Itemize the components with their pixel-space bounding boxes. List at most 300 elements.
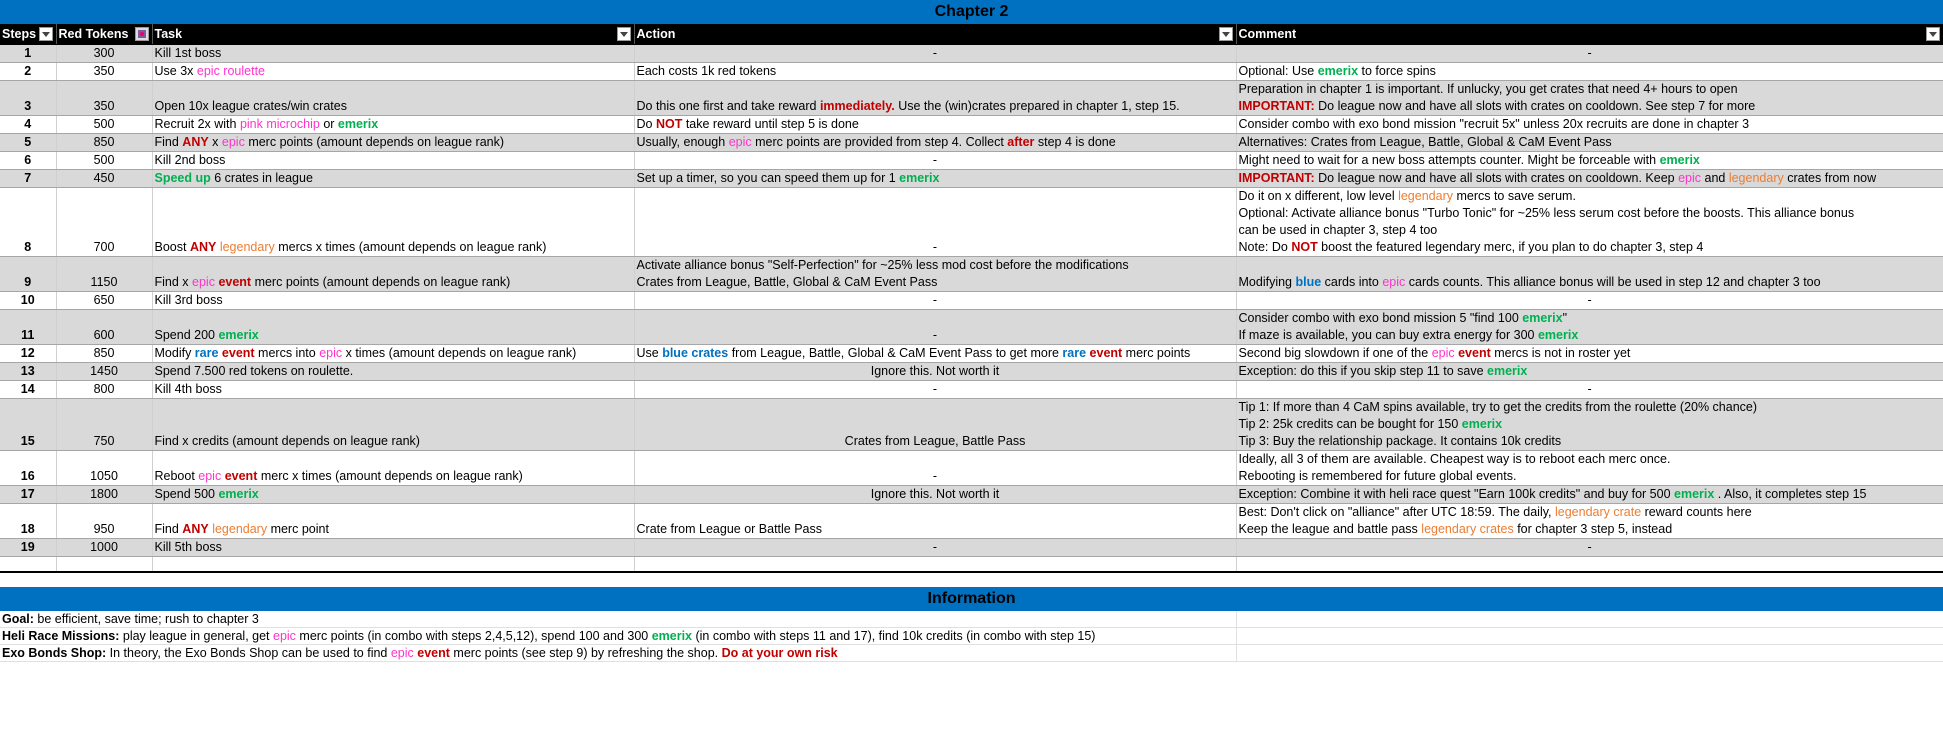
- text-run: -: [932, 382, 938, 396]
- tokens-cell[interactable]: 350: [56, 63, 152, 81]
- comment-cell[interactable]: [1236, 539, 1943, 557]
- step-cell[interactable]: 5: [0, 134, 56, 152]
- text-run: cards into: [1321, 275, 1383, 289]
- tokens-cell[interactable]: 600: [56, 310, 152, 345]
- table-row: [0, 451, 1943, 486]
- text-run: x times (amount depends on league rank): [342, 346, 577, 360]
- highlight-text: IMPORTANT:: [1238, 99, 1315, 113]
- task-cell[interactable]: [152, 170, 634, 188]
- text-run: Do league now and have all slots with crates on cooldown. See step 7 for more: [1314, 99, 1756, 113]
- action-cell[interactable]: [634, 363, 1236, 381]
- text-run: from League, Battle, Global & CaM Event Pass to get more: [728, 346, 1063, 360]
- text-run: Find x: [154, 275, 193, 289]
- action-cell[interactable]: [634, 188, 1236, 257]
- step-cell[interactable]: 16: [0, 451, 56, 486]
- text-run: boost the featured legendary merc, if you plan to do chapter 3, step 4: [1317, 240, 1704, 254]
- highlight-text: epic: [192, 275, 215, 289]
- text-run: mercs to save serum.: [1452, 189, 1576, 203]
- table-row: [0, 170, 1943, 188]
- text-run: Recruit 2x with: [154, 117, 240, 131]
- action-cell[interactable]: [634, 399, 1236, 451]
- text-run: mercs is not in roster yet: [1490, 346, 1631, 360]
- highlight-text: ANY: [182, 135, 209, 149]
- task-cell[interactable]: [152, 292, 634, 310]
- comment-cell[interactable]: [1236, 345, 1943, 363]
- tokens-cell[interactable]: 850: [56, 345, 152, 363]
- chapter-title: Chapter 2: [0, 0, 1943, 24]
- text-run: Do this one first and take reward: [636, 99, 820, 113]
- text-run: be efficient, save time; rush to chapter 3: [33, 612, 259, 626]
- highlight-text: emerix: [1487, 364, 1528, 378]
- image-filter-icon[interactable]: [135, 27, 149, 41]
- comment-line: [1239, 504, 1941, 521]
- highlight-text: emerix: [1674, 487, 1715, 501]
- highlight-text: Heli Race Missions:: [2, 629, 120, 643]
- action-cell[interactable]: [634, 504, 1236, 539]
- text-run: Optional: Use: [1238, 64, 1318, 78]
- task-cell[interactable]: [152, 152, 634, 170]
- text-run: Tip 2: 25k credits can be bought for 150: [1238, 417, 1462, 431]
- filter-dropdown-icon[interactable]: [39, 27, 53, 41]
- action-cell[interactable]: [634, 486, 1236, 504]
- text-run: merc points (in combo with steps 2,4,5,12), spend 100 and 300: [295, 629, 652, 643]
- info-row: [0, 645, 1943, 662]
- table-row: [0, 152, 1943, 170]
- task-cell[interactable]: [152, 310, 634, 345]
- task-cell[interactable]: [152, 63, 634, 81]
- text-run: Second big slowdown if one of the: [1238, 346, 1432, 360]
- text-run: Use the (win)crates prepared in chapter 1, step 15.: [894, 99, 1180, 113]
- comment-line: [1239, 399, 1941, 416]
- comment-line: [1239, 274, 1941, 291]
- comment-line: [1239, 363, 1941, 380]
- text-run: mercs into: [254, 346, 320, 360]
- comment-cell[interactable]: [1236, 134, 1943, 152]
- text-run: to force spins: [1358, 64, 1436, 78]
- text-run: Might need to wait for a new boss attempts counter. Might be forceable with: [1238, 153, 1660, 167]
- header-red-tokens[interactable]: Red Tokens: [56, 24, 152, 45]
- text-run: Optional: Activate alliance bonus "Turbo Tonic" for ~25% less serum cost before the boosts. This alliance bonus: [1238, 206, 1855, 220]
- action-line: [637, 45, 1234, 62]
- filter-dropdown-icon[interactable]: [1219, 27, 1233, 41]
- comment-cell[interactable]: [1236, 310, 1943, 345]
- info-text[interactable]: [0, 611, 1236, 628]
- text-run: cards counts. This alliance bonus will be used in step 12 and chapter 3 too: [1405, 275, 1821, 289]
- highlight-text: event: [1458, 346, 1491, 360]
- task-cell[interactable]: [152, 363, 634, 381]
- text-run: -: [1587, 540, 1592, 554]
- table-row: [0, 45, 1943, 63]
- text-run: Do it on x different, low level: [1238, 189, 1399, 203]
- tokens-cell[interactable]: 1450: [56, 363, 152, 381]
- text-run: Note: Do: [1238, 240, 1292, 254]
- text-run: merc points (see step 9) by refreshing the shop.: [449, 646, 722, 660]
- text-run: Do: [636, 117, 656, 131]
- step-cell[interactable]: 12: [0, 345, 56, 363]
- comment-line: [1239, 292, 1941, 309]
- action-cell[interactable]: [634, 152, 1236, 170]
- highlight-text: epic: [1431, 346, 1455, 360]
- tokens-cell[interactable]: 850: [56, 134, 152, 152]
- action-line: [637, 134, 1234, 151]
- comment-cell[interactable]: [1236, 257, 1943, 292]
- highlight-text: blue crates: [662, 346, 729, 360]
- step-cell[interactable]: 1: [0, 45, 56, 63]
- comment-line: [1239, 310, 1941, 327]
- tokens-cell[interactable]: 700: [56, 188, 152, 257]
- tokens-cell[interactable]: 1000: [56, 539, 152, 557]
- text-run: -: [932, 540, 938, 554]
- highlight-text: emerix: [1537, 328, 1579, 342]
- text-run: Boost: [154, 240, 190, 254]
- action-line: [637, 539, 1234, 556]
- highlight-text: Do at your own risk: [721, 646, 838, 660]
- action-cell[interactable]: [634, 45, 1236, 63]
- step-cell[interactable]: 17: [0, 486, 56, 504]
- text-run: Do league now and have all slots with crates on cooldown. Keep: [1314, 171, 1679, 185]
- highlight-text: legendary: [1398, 189, 1453, 203]
- text-run: merc point: [267, 522, 329, 536]
- action-cell[interactable]: [634, 257, 1236, 292]
- comment-line: [1239, 98, 1941, 115]
- step-cell[interactable]: 8: [0, 188, 56, 257]
- tokens-cell[interactable]: 650: [56, 292, 152, 310]
- highlight-text: emerix: [1461, 417, 1503, 431]
- comment-line: [1239, 45, 1941, 62]
- table-row: [0, 188, 1943, 257]
- highlight-text: blue: [1295, 275, 1322, 289]
- text-run: Each costs 1k red tokens: [636, 64, 777, 78]
- comment-cell[interactable]: [1236, 504, 1943, 539]
- text-run: Spend 500: [154, 487, 219, 501]
- highlight-text: epic: [1678, 171, 1702, 185]
- highlight-text: emerix: [651, 629, 693, 643]
- tokens-cell[interactable]: 1800: [56, 486, 152, 504]
- text-run: Kill 1st boss: [154, 46, 222, 60]
- filter-dropdown-icon[interactable]: [1926, 27, 1940, 41]
- highlight-text: emerix: [1522, 311, 1563, 325]
- text-run: merc points (amount depends on league rank): [251, 275, 511, 289]
- highlight-text: epic: [390, 646, 414, 660]
- text-run: merc x times (amount depends on league rank): [257, 469, 523, 483]
- comment-line: [1239, 486, 1941, 503]
- step-cell[interactable]: 4: [0, 116, 56, 134]
- step-cell[interactable]: 18: [0, 504, 56, 539]
- task-cell[interactable]: [152, 381, 634, 399]
- text-run: -: [932, 328, 938, 342]
- text-run: merc points are provided from step 4. Collect: [751, 135, 1008, 149]
- action-line: [637, 170, 1234, 187]
- text-run: Best: Don't click on "alliance" after UTC 18:59. The daily,: [1238, 505, 1555, 519]
- text-run: 6 crates in league: [210, 171, 313, 185]
- highlight-text: ANY: [182, 522, 209, 536]
- filter-dropdown-icon[interactable]: [617, 27, 631, 41]
- comment-cell[interactable]: [1236, 486, 1943, 504]
- table-row: [0, 63, 1943, 81]
- action-cell[interactable]: [634, 292, 1236, 310]
- text-run: step 4 is done: [1034, 135, 1116, 149]
- text-run: Exception: do this if you skip step 11 to save: [1238, 364, 1488, 378]
- comment-cell[interactable]: [1236, 292, 1943, 310]
- table-row: [0, 310, 1943, 345]
- step-cell[interactable]: 2: [0, 63, 56, 81]
- highlight-text: pink microchip: [239, 117, 320, 131]
- text-run: Consider combo with exo bond mission 5 "find 100: [1238, 311, 1523, 325]
- comment-line: [1239, 521, 1941, 538]
- text-run: Activate alliance bonus "Self-Perfection" for ~25% less mod cost before the modifications: [636, 258, 1129, 272]
- comment-cell[interactable]: [1236, 116, 1943, 134]
- comment-cell[interactable]: [1236, 63, 1943, 81]
- text-run: -: [932, 46, 938, 60]
- comment-cell[interactable]: [1236, 381, 1943, 399]
- text-run: Rebooting is remembered for future global events.: [1238, 469, 1517, 483]
- text-run: If maze is available, you can buy extra energy for 300: [1238, 328, 1538, 342]
- step-cell[interactable]: 10: [0, 292, 56, 310]
- text-run: Use: [636, 346, 663, 360]
- highlight-text: emerix: [1659, 153, 1700, 167]
- comment-line: [1239, 451, 1941, 468]
- task-cell[interactable]: [152, 257, 634, 292]
- action-cell[interactable]: [634, 310, 1236, 345]
- text-run: merc points: [1122, 346, 1191, 360]
- text-run: Keep the league and battle pass: [1238, 522, 1422, 536]
- action-line: [637, 345, 1234, 362]
- table-row: [0, 539, 1943, 557]
- comment-line: [1239, 134, 1941, 151]
- action-line: [637, 116, 1234, 133]
- comment-cell[interactable]: [1236, 152, 1943, 170]
- table-row: [0, 81, 1943, 116]
- text-run: play league in general, get: [119, 629, 273, 643]
- task-cell[interactable]: [152, 345, 634, 363]
- text-run: Spend 200: [154, 328, 219, 342]
- highlight-text: NOT: [1291, 240, 1318, 254]
- comment-cell[interactable]: [1236, 188, 1943, 257]
- empty-cell[interactable]: [1236, 645, 1943, 662]
- text-run: Kill 3rd boss: [154, 293, 223, 307]
- empty-row: [0, 557, 1943, 573]
- tokens-cell[interactable]: 500: [56, 116, 152, 134]
- tokens-cell[interactable]: 450: [56, 170, 152, 188]
- table-row: [0, 116, 1943, 134]
- highlight-text: event: [221, 346, 255, 360]
- tokens-cell[interactable]: 950: [56, 504, 152, 539]
- text-run: Exception: Combine it with heli race quest "Earn 100k credits" and buy for 500: [1238, 487, 1674, 501]
- text-run: Crate from League or Battle Pass: [636, 522, 823, 536]
- text-run: and: [1701, 171, 1729, 185]
- tokens-cell[interactable]: 750: [56, 399, 152, 451]
- comment-line: [1239, 468, 1941, 485]
- text-run: crates from now: [1783, 171, 1877, 185]
- comment-line: [1239, 222, 1941, 239]
- empty-cell[interactable]: [1236, 628, 1943, 645]
- text-run: Find: [154, 522, 183, 536]
- table-row: [0, 345, 1943, 363]
- text-run: Modify: [154, 346, 195, 360]
- task-cell[interactable]: [152, 451, 634, 486]
- action-line: [637, 274, 1234, 291]
- text-run: can be used in chapter 3, step 4 too: [1238, 223, 1438, 237]
- tokens-cell[interactable]: 1050: [56, 451, 152, 486]
- task-cell[interactable]: [152, 134, 634, 152]
- task-cell[interactable]: [152, 81, 634, 116]
- text-run: Set up a timer, so you can speed them up for 1: [636, 171, 900, 185]
- highlight-text: emerix: [899, 171, 940, 185]
- step-cell[interactable]: 14: [0, 381, 56, 399]
- header-task[interactable]: Task: [152, 24, 634, 45]
- action-cell[interactable]: [634, 170, 1236, 188]
- text-run: Crates from League, Battle Pass: [844, 434, 1026, 448]
- highlight-text: emerix: [1317, 64, 1359, 78]
- action-line: [637, 433, 1234, 450]
- spacer-row: [0, 572, 1943, 587]
- action-cell[interactable]: [634, 381, 1236, 399]
- info-row: [0, 611, 1943, 628]
- task-cell[interactable]: [152, 45, 634, 63]
- highlight-text: epic: [273, 629, 296, 643]
- comment-line: [1239, 63, 1941, 80]
- text-run: Crates from League, Battle, Global & CaM Event Pass: [636, 275, 938, 289]
- table-row: [0, 292, 1943, 310]
- highlight-text: legendary: [219, 240, 275, 254]
- text-run: Preparation in chapter 1 is important. If unlucky, you get crates that need 4+ hours to open: [1238, 82, 1738, 96]
- action-line: [637, 381, 1234, 398]
- action-cell[interactable]: [634, 345, 1236, 363]
- action-line: [637, 257, 1234, 274]
- text-run: Ideally, all 3 of them are available. Cheapest way is to reboot each merc once.: [1238, 452, 1671, 466]
- highlight-text: immediately.: [819, 99, 895, 113]
- text-run: . Also, it completes step 15: [1714, 487, 1867, 501]
- task-cell[interactable]: [152, 399, 634, 451]
- text-run: Reboot: [154, 469, 199, 483]
- tokens-cell[interactable]: 500: [56, 152, 152, 170]
- highlight-text: epic: [319, 346, 343, 360]
- text-run: Find x credits (amount depends on league rank): [154, 434, 420, 448]
- info-text[interactable]: [0, 628, 1236, 645]
- action-line: [637, 468, 1234, 485]
- step-cell[interactable]: 19: [0, 539, 56, 557]
- step-cell[interactable]: 11: [0, 310, 56, 345]
- tokens-cell[interactable]: 350: [56, 81, 152, 116]
- tokens-cell[interactable]: 1150: [56, 257, 152, 292]
- comment-line: [1239, 205, 1941, 222]
- text-run: take reward until step 5 is done: [682, 117, 859, 131]
- header-steps[interactable]: Steps: [0, 24, 56, 45]
- comment-line: [1239, 416, 1941, 433]
- action-cell[interactable]: [634, 451, 1236, 486]
- action-line: [637, 327, 1234, 344]
- highlight-text: epic: [728, 135, 752, 149]
- step-cell[interactable]: 9: [0, 257, 56, 292]
- highlight-text: epic: [1382, 275, 1406, 289]
- text-run: Modifying: [1238, 275, 1296, 289]
- text-run: -: [932, 293, 938, 307]
- task-cell[interactable]: [152, 486, 634, 504]
- task-cell[interactable]: [152, 504, 634, 539]
- highlight-text: epic: [221, 135, 245, 149]
- step-cell[interactable]: 6: [0, 152, 56, 170]
- comment-cell[interactable]: [1236, 363, 1943, 381]
- text-run: Use 3x: [154, 64, 197, 78]
- header-comment[interactable]: Comment: [1236, 24, 1943, 45]
- action-line: [637, 521, 1234, 538]
- step-cell[interactable]: 7: [0, 170, 56, 188]
- tokens-cell[interactable]: 800: [56, 381, 152, 399]
- header-action[interactable]: Action: [634, 24, 1236, 45]
- highlight-text: legendary crate: [1555, 505, 1642, 519]
- info-row: [0, 628, 1943, 645]
- information-title: Information: [0, 587, 1943, 611]
- comment-line: [1239, 239, 1941, 256]
- step-cell[interactable]: 3: [0, 81, 56, 116]
- task-cell[interactable]: [152, 539, 634, 557]
- action-line: [637, 63, 1234, 80]
- text-run: -: [1587, 46, 1592, 60]
- task-cell[interactable]: [152, 116, 634, 134]
- highlight-text: epic: [198, 469, 222, 483]
- action-line: [637, 292, 1234, 309]
- action-line: [637, 152, 1234, 169]
- text-run: Tip 1: If more than 4 CaM spins available, try to get the credits from the roulette (20% chance): [1238, 400, 1758, 414]
- comment-line: [1239, 81, 1941, 98]
- comment-line: [1239, 345, 1941, 362]
- highlight-text: event: [218, 275, 252, 289]
- text-run: mercs x times (amount depends on league rank): [274, 240, 547, 254]
- task-cell[interactable]: [152, 188, 634, 257]
- table-row: [0, 486, 1943, 504]
- highlight-text: Goal:: [2, 612, 34, 626]
- info-text[interactable]: [0, 645, 1236, 662]
- highlight-text: IMPORTANT:: [1238, 171, 1315, 185]
- action-cell[interactable]: [634, 63, 1236, 81]
- text-run: Tip 3: Buy the relationship package. It contains 10k credits: [1238, 434, 1562, 448]
- text-run: Consider combo with exo bond mission "recruit 5x" unless 20x recruits are done in chapter 3: [1238, 117, 1750, 131]
- action-line: [637, 239, 1234, 256]
- highlight-text: legendary: [1728, 171, 1784, 185]
- highlight-text: legendary: [212, 522, 268, 536]
- text-run: In theory, the Exo Bonds Shop can be used to find: [106, 646, 391, 660]
- step-cell[interactable]: 15: [0, 399, 56, 451]
- comment-cell[interactable]: [1236, 451, 1943, 486]
- comment-cell[interactable]: [1236, 45, 1943, 63]
- text-run: Spend 7.500 red tokens on roulette.: [154, 364, 354, 378]
- highlight-text: emerix: [218, 328, 259, 342]
- tokens-cell[interactable]: 300: [56, 45, 152, 63]
- comment-line: [1239, 170, 1941, 187]
- action-cell[interactable]: [634, 81, 1236, 116]
- text-run: -: [1587, 293, 1592, 307]
- table-row: [0, 134, 1943, 152]
- text-run: -: [932, 469, 938, 483]
- highlight-text: emerix: [218, 487, 259, 501]
- action-cell[interactable]: [634, 134, 1236, 152]
- comment-cell[interactable]: [1236, 170, 1943, 188]
- header-row: [0, 24, 1943, 45]
- comment-cell[interactable]: [1236, 81, 1943, 116]
- action-line: [637, 486, 1234, 503]
- comment-line: [1239, 381, 1941, 398]
- action-cell[interactable]: [634, 539, 1236, 557]
- highlight-text: emerix: [337, 117, 379, 131]
- highlight-text: event: [417, 646, 450, 660]
- highlight-text: Exo Bonds Shop:: [2, 646, 107, 660]
- highlight-text: rare: [194, 346, 219, 360]
- comment-cell[interactable]: [1236, 399, 1943, 451]
- action-cell[interactable]: [634, 116, 1236, 134]
- step-cell[interactable]: 13: [0, 363, 56, 381]
- text-run: Open 10x league crates/win crates: [154, 99, 347, 113]
- empty-cell[interactable]: [1236, 611, 1943, 628]
